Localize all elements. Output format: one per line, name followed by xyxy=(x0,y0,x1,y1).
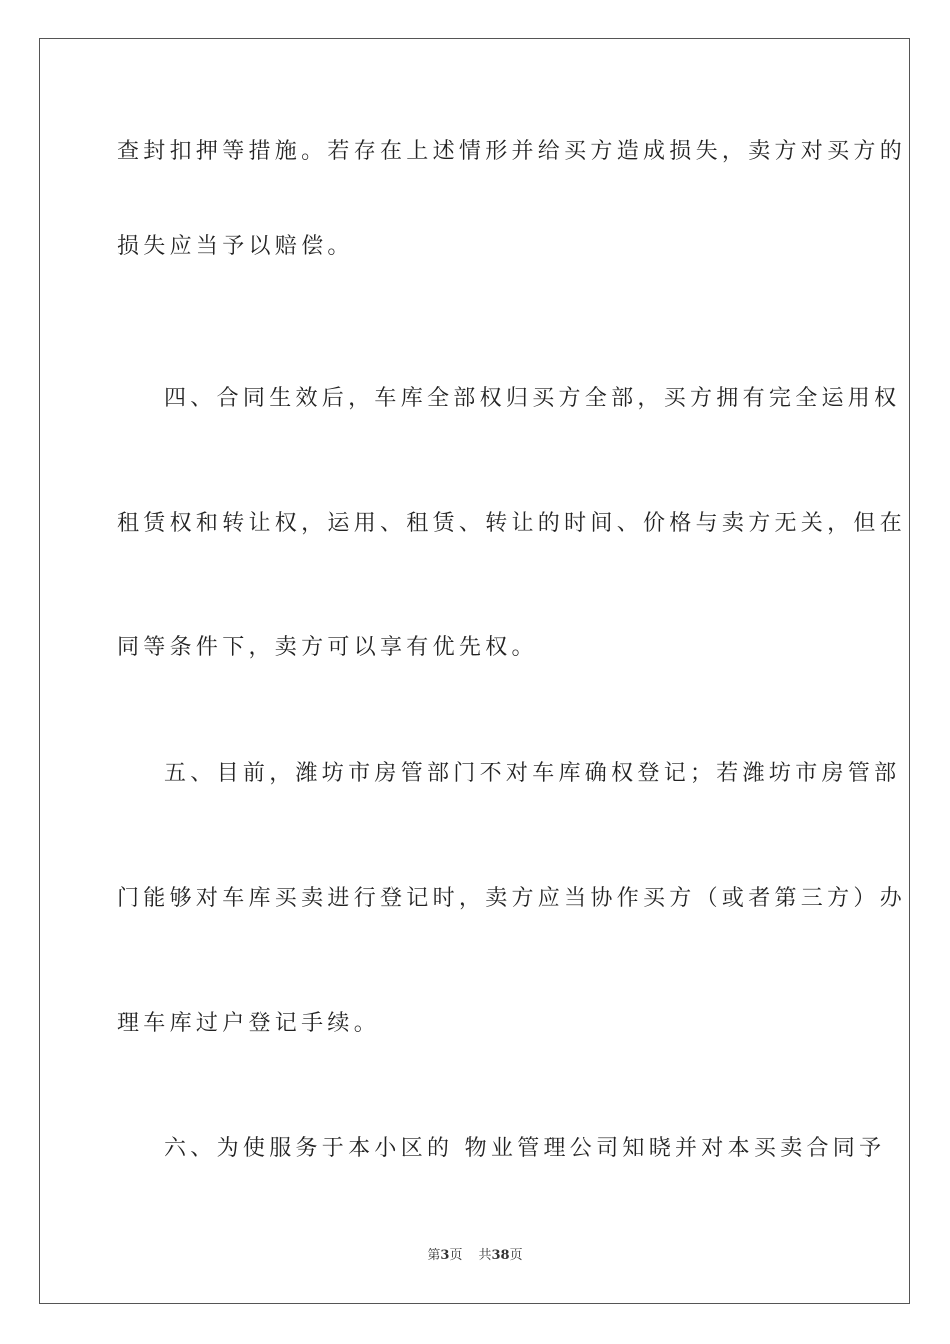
text-line: 六、为使服务于本小区的 物业管理公司知晓并对本买卖合同予 xyxy=(164,1136,886,1161)
page-footer xyxy=(0,1247,950,1265)
page-border xyxy=(39,38,910,1304)
text-line: 查封扣押等措施。若存在上述情形并给买方造成损失，卖方对买方的 xyxy=(117,139,907,164)
total-prefix: 共 xyxy=(478,1248,492,1263)
page-number: 3 xyxy=(440,1248,450,1263)
total-suffix: 页 xyxy=(509,1248,523,1263)
total-pages: 38 xyxy=(491,1248,510,1263)
text-line: 租赁权和转让权，运用、租赁、转让的时间、价格与卖方无关，但在 xyxy=(117,511,907,536)
text-line: 损失应当予以赔偿。 xyxy=(117,234,354,259)
page-suffix: 页 xyxy=(449,1248,463,1263)
text-line: 同等条件下，卖方可以享有优先权。 xyxy=(117,635,538,660)
text-line: 四、合同生效后，车库全部权归买方全部，买方拥有完全运用权 xyxy=(164,386,901,411)
page-prefix: 第 xyxy=(427,1248,441,1263)
text-line: 门能够对车库买卖进行登记时，卖方应当协作买方（或者第三方）办 xyxy=(117,886,907,911)
text-line: 理车库过户登记手续。 xyxy=(117,1011,381,1036)
text-line: 五、目前，潍坊市房管部门不对车库确权登记；若潍坊市房管部 xyxy=(164,761,901,786)
